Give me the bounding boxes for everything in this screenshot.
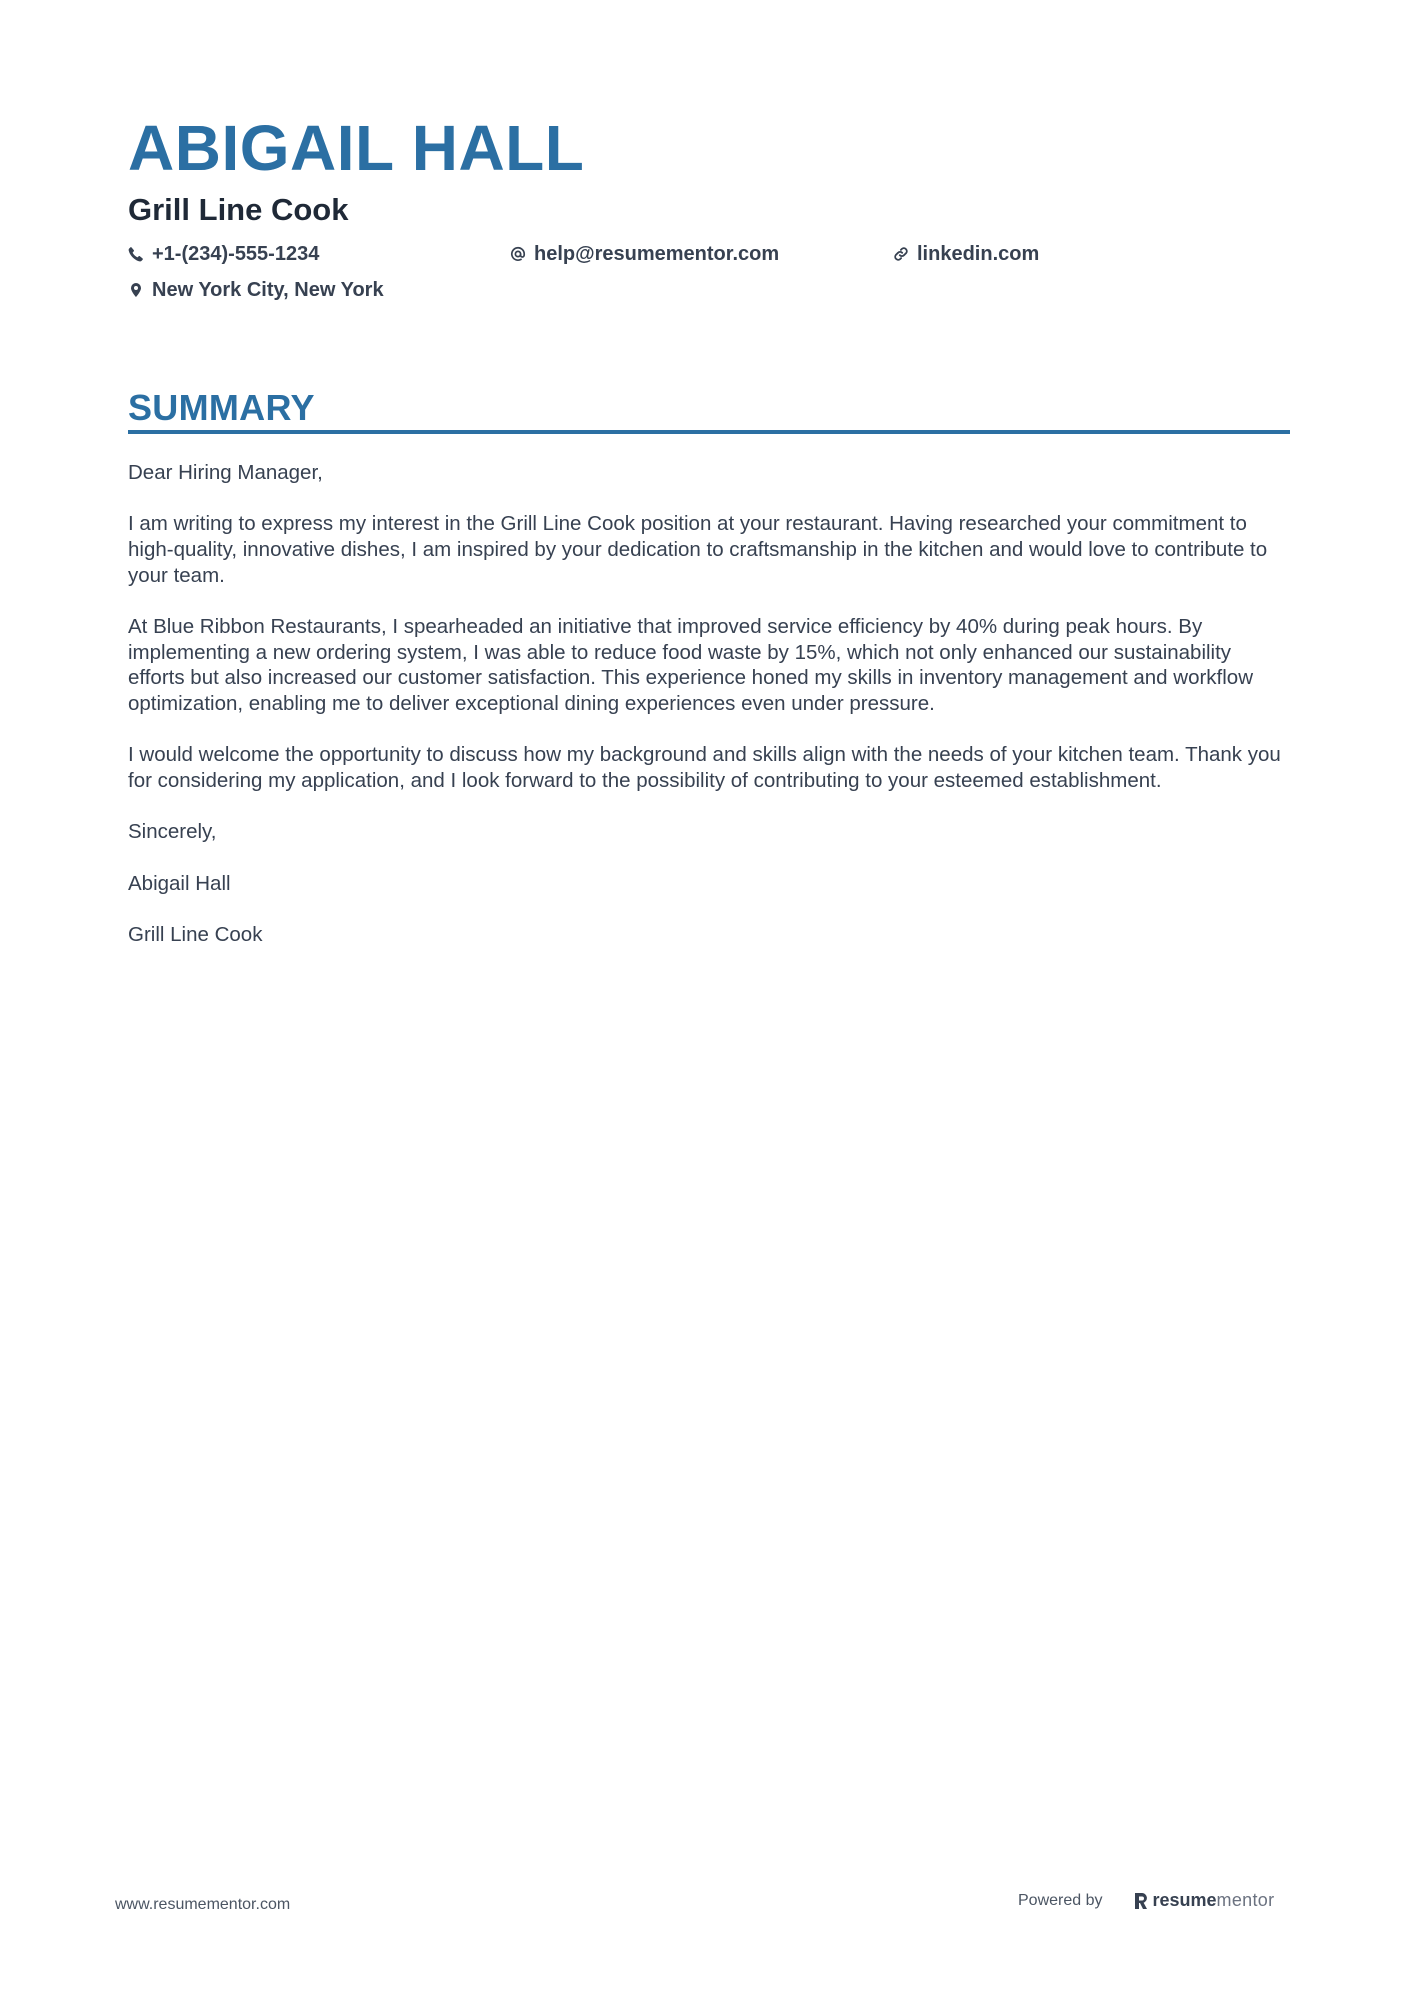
section-divider	[128, 430, 1290, 434]
email-value: help@resumementor.com	[534, 243, 780, 265]
contact-linkedin	[893, 241, 1039, 267]
brand-name-part2: mentor	[1216, 1890, 1275, 1910]
location-value: New York City, New York	[152, 279, 384, 301]
salutation: Dear Hiring Manager,	[128, 461, 323, 484]
footer-website: www.resumementor.com	[115, 1896, 291, 1913]
summary-heading: SUMMARY	[128, 387, 315, 428]
brand-logo	[1133, 1890, 1275, 1911]
signature-name: Abigail Hall	[128, 871, 231, 895]
resumementor-logo-icon	[1133, 1891, 1149, 1911]
phone-icon	[128, 246, 144, 262]
footer-branding	[1018, 1890, 1274, 1911]
letter-paragraph: At Blue Ribbon Restaurants, I spearheaded an initiative that improved service efficiency by 40% during peak hours. By implementing a new ordering system, I was able to reduce food waste by 15%, which not only enhanced our sustainability efforts but also increased our customer satisfaction. This experience honed my skills in inventory management and workflow optimization, enabling me to deliver exceptional dining experiences even under pressure.	[128, 615, 1254, 716]
letter-paragraph: I would welcome the opportunity to discuss how my background and skills align with the needs of your kitchen team. Thank you for considering my application, and I look forward to the possibility of contributing to your esteemed establishment.	[128, 743, 1281, 793]
candidate-name: ABIGAIL HALL	[128, 112, 585, 184]
at-icon	[510, 246, 526, 262]
phone-value: +1-(234)-555-1234	[152, 243, 320, 265]
contact-email	[510, 241, 779, 267]
linkedin-value: linkedin.com	[917, 243, 1040, 265]
job-title: Grill Line Cook	[128, 192, 349, 227]
powered-by-label: Powered by	[1018, 1891, 1103, 1909]
link-icon	[893, 246, 909, 262]
letter-paragraph: I am writing to express my interest in the Grill Line Cook position at your restaurant. Having researched your commitment to high-quality, innovative dishes, I am inspired by your dedication to craftsmanship in the kitchen and would love to contribute to your team.	[128, 512, 1268, 587]
brand-name-part1: resume	[1152, 1890, 1217, 1910]
contact-phone	[128, 241, 319, 267]
contact-location	[128, 277, 384, 303]
map-pin-icon	[128, 282, 144, 298]
letter-body	[128, 460, 1290, 973]
closing: Sincerely,	[128, 820, 217, 844]
signature-title: Grill Line Cook	[128, 923, 263, 946]
